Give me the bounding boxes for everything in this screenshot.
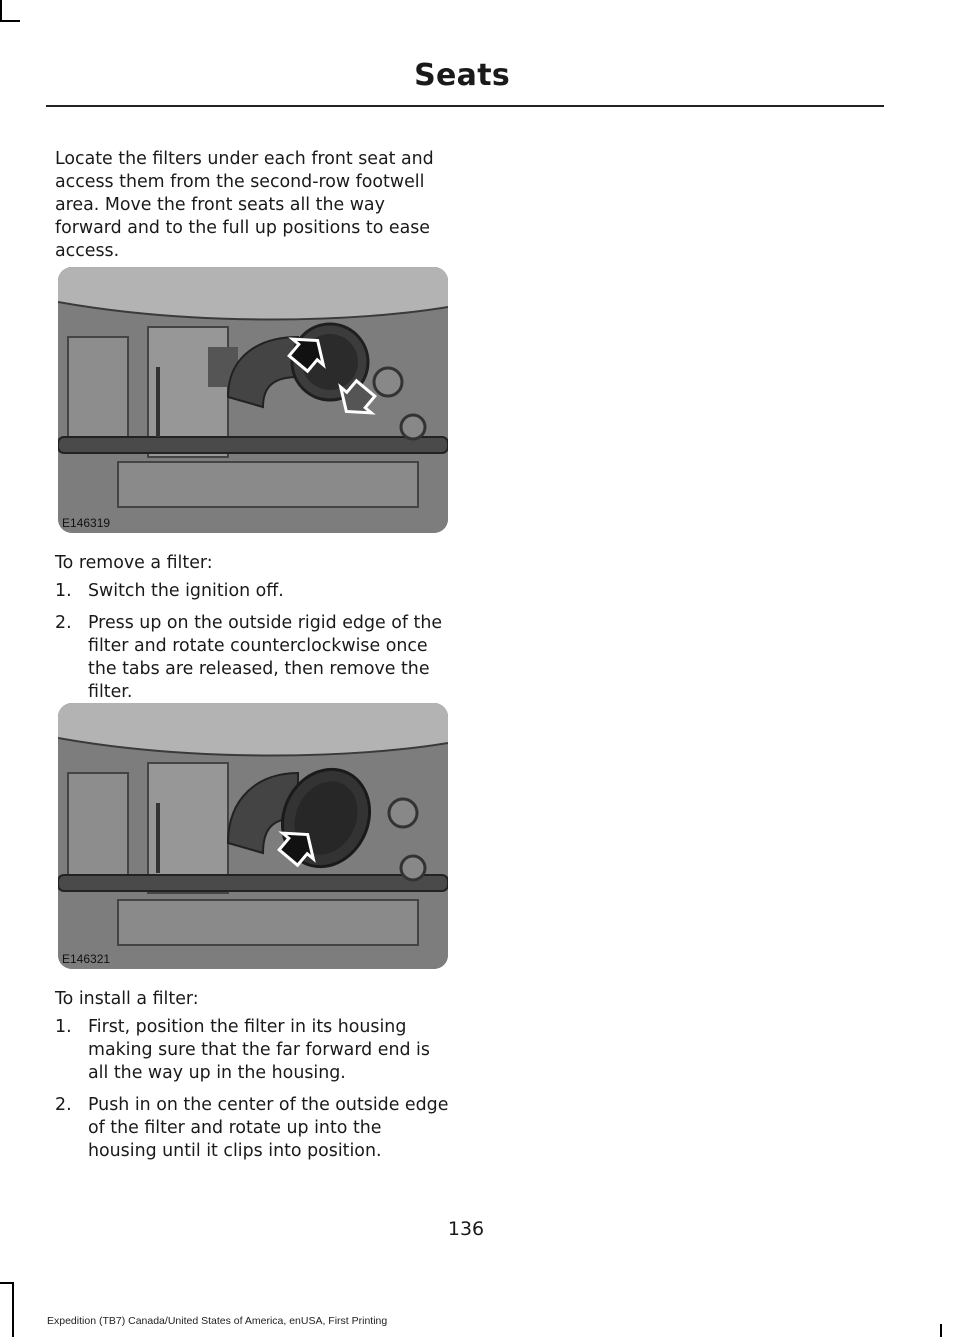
list-item: [55, 612, 451, 704]
list-item: [55, 580, 451, 603]
step-number: 2.: [55, 613, 72, 633]
intro-paragraph: Locate the filters under each front seat and access them from the second-row footwell area. Move the front seats all the way forward and to the full up positions to ease access.: [55, 149, 434, 261]
step-number: 1.: [55, 1017, 72, 1037]
remove-heading: To remove a filter:: [55, 553, 213, 573]
install-heading: To install a filter:: [55, 989, 199, 1009]
filter-location-illustration: [58, 267, 448, 533]
step-number: 1.: [55, 581, 72, 601]
step-number: 2.: [55, 1095, 72, 1115]
remove-steps: [55, 580, 451, 713]
list-item: [55, 1016, 451, 1085]
list-item: [55, 1094, 451, 1163]
install-steps: [55, 1016, 451, 1172]
crop-mark: [0, 20, 20, 22]
crop-mark: [0, 0, 2, 20]
step-text: Push in on the center of the outside edge of the filter and rotate up into the housing until it clips into position.: [88, 1095, 449, 1161]
figure-code: E146319: [62, 516, 111, 530]
header-rule: [46, 105, 884, 107]
filter-removal-illustration: [58, 703, 448, 969]
figure-code: E146321: [62, 952, 111, 966]
step-text: Switch the ignition off.: [88, 581, 284, 601]
step-text: Press up on the outside rigid edge of the filter and rotate counterclockwise once the tabs are released, then remove the filter.: [88, 613, 443, 702]
page-number: 136: [447, 1218, 485, 1240]
crop-mark: [12, 1282, 14, 1337]
crop-mark: [0, 1282, 14, 1284]
step-text: First, position the filter in its housing making sure that the far forward end is all the way up in the housing.: [88, 1017, 430, 1083]
crop-mark: [940, 1324, 942, 1337]
section-title: Seats: [414, 58, 510, 93]
footer-text: Expedition (TB7) Canada/United States of America, enUSA, First Printing: [47, 1315, 388, 1327]
